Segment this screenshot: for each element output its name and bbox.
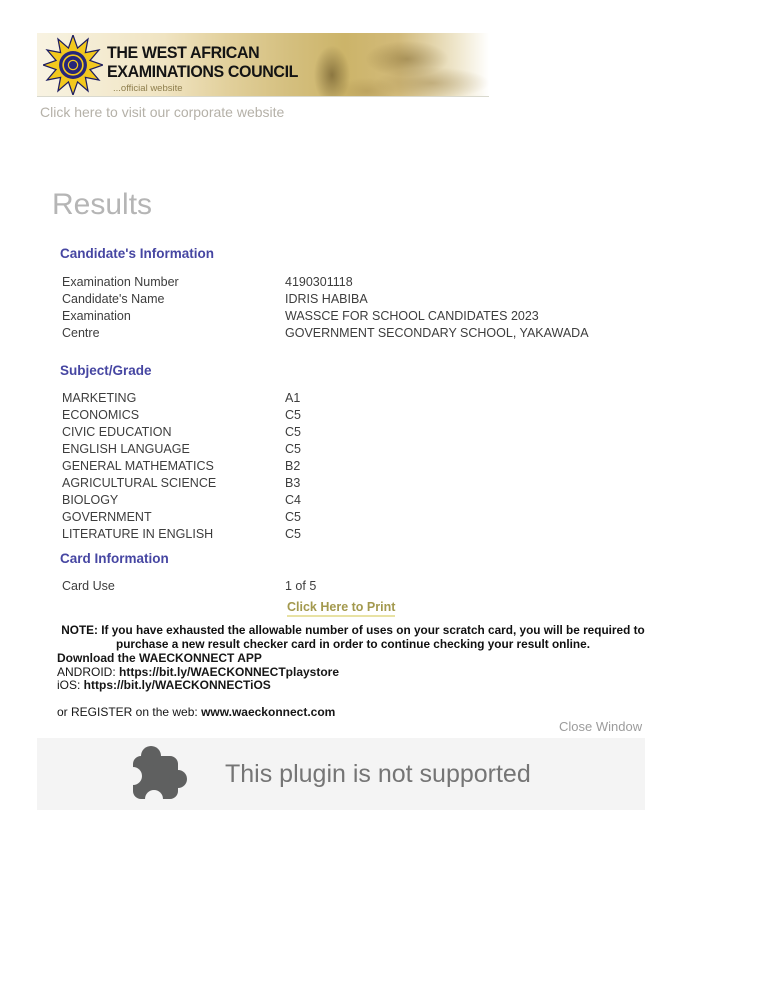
subject-name: AGRICULTURAL SCIENCE — [62, 475, 217, 490]
subject-grade: B2 — [285, 458, 301, 473]
android-url: https://bit.ly/WAECKONNECTplaystore — [119, 664, 340, 679]
table-row — [62, 273, 589, 290]
subject-name: GENERAL MATHEMATICS — [62, 458, 214, 473]
table-row — [62, 508, 301, 525]
close-window-link[interactable]: Close Window — [559, 719, 643, 734]
subject-name: LITERATURE IN ENGLISH — [62, 526, 214, 541]
row-value: IDRIS HABIBA — [285, 291, 368, 306]
subject-grade-table — [62, 389, 301, 542]
table-row — [62, 440, 301, 457]
org-title-line1: THE WEST AFRICAN — [107, 43, 260, 62]
subject-grade: C5 — [285, 424, 301, 439]
subject-grade: A1 — [285, 390, 301, 405]
plugin-message: This plugin is not supported — [225, 760, 531, 788]
subject-grade: C5 — [285, 526, 301, 541]
page-title: Results — [52, 188, 153, 221]
row-value: GOVERNMENT SECONDARY SCHOOL, YAKAWADA — [285, 325, 589, 340]
subject-grade: C4 — [285, 492, 301, 507]
row-value: 4190301118 — [285, 274, 353, 289]
row-label: Centre — [62, 325, 100, 340]
waec-header-banner — [37, 33, 489, 97]
table-row — [62, 577, 316, 594]
table-row — [62, 423, 301, 440]
app-download-block — [57, 652, 339, 693]
org-tagline: ...official website — [113, 83, 183, 94]
ios-line — [57, 679, 339, 693]
table-row — [62, 324, 589, 341]
table-row — [62, 474, 301, 491]
table-row — [62, 389, 301, 406]
android-label: ANDROID: — [57, 664, 120, 679]
register-label: or REGISTER on the web: — [57, 705, 202, 719]
register-line — [57, 705, 335, 719]
org-title — [107, 43, 298, 81]
subject-grade: C5 — [285, 407, 301, 422]
row-label: Candidate's Name — [62, 291, 165, 306]
puzzle-piece-icon — [120, 739, 192, 811]
android-line — [57, 666, 339, 680]
card-use-label: Card Use — [62, 578, 115, 593]
row-label: Examination Number — [62, 274, 179, 289]
row-value: WASSCE FOR SCHOOL CANDIDATES 2023 — [285, 308, 539, 323]
register-url: www.waeckonnect.com — [201, 705, 336, 719]
corporate-website-link[interactable]: Click here to visit our corporate website — [40, 104, 285, 120]
card-info-heading: Card Information — [60, 551, 169, 566]
subject-grade-heading: Subject/Grade — [60, 363, 152, 378]
candidate-info-heading: Candidate's Information — [60, 246, 214, 261]
table-row — [62, 491, 301, 508]
candidate-info-table — [62, 273, 589, 341]
subject-grade: C5 — [285, 509, 301, 524]
card-info-table — [62, 577, 316, 594]
subject-name: BIOLOGY — [62, 492, 119, 507]
table-row — [62, 406, 301, 423]
ios-url: https://bit.ly/WAECKONNECTiOS — [83, 678, 271, 693]
subject-grade: C5 — [285, 441, 301, 456]
waec-logo-icon — [43, 35, 103, 95]
ios-label: iOS: — [57, 678, 84, 693]
table-row — [62, 525, 301, 542]
card-use-value: 1 of 5 — [285, 578, 317, 593]
subject-name: CIVIC EDUCATION — [62, 424, 172, 439]
plugin-not-supported-banner — [37, 738, 645, 810]
scratch-card-note: NOTE: If you have exhausted the allowable number of uses on your scratch card, you will be required to purchase a new result checker card in order to continue checking your result online. — [61, 623, 645, 651]
table-row — [62, 457, 301, 474]
subject-name: MARKETING — [62, 390, 137, 405]
table-row — [62, 307, 589, 324]
subject-name: ENGLISH LANGUAGE — [62, 441, 190, 456]
subject-name: ECONOMICS — [62, 407, 140, 422]
print-link[interactable]: Click Here to Print — [287, 600, 395, 617]
table-row — [62, 290, 589, 307]
subject-grade: B3 — [285, 475, 301, 490]
row-label: Examination — [62, 308, 131, 323]
app-heading: Download the WAECKONNECT APP — [57, 651, 262, 665]
subject-name: GOVERNMENT — [62, 509, 152, 524]
org-title-line2: EXAMINATIONS COUNCIL — [107, 62, 299, 81]
